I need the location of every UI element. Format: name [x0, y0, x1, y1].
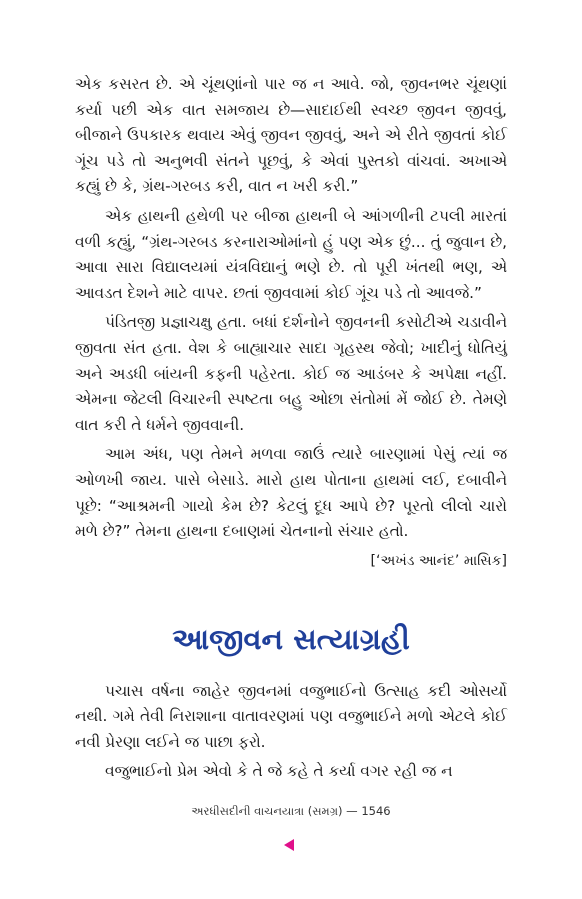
- section-heading: આજીવન સત્યાગ્રહી: [172, 621, 410, 656]
- page-body: [75, 72, 507, 789]
- paragraph-2: એક હાથની હથેળી પર બીજા હાથની બે આંગળીની ટપલી મારતાં વળી કહ્યું, “ગ્રંથ-ગરબડ કરનારાઓમાંનો હું પણ એક છું... તું જુવાન છે, આવા સારા વિદ્યાલયમાં યંત્રવિદ્યાનું ભણે છે. તો પૂરી ખંતથી ભણ, એ આવડત દેશને માટે વાપર. છતાં જીવવામાં કોઈ ગૂંચ પડે તો આવજે.”: [75, 206, 507, 302]
- paragraph-4: આમ અંધ, પણ તેમને મળવા જાઉં ત્યારે બારણામાં પેસું ત્યાં જ ઓળખી જાય. પાસે બેસાડે. મારો હાથ પોતાના હાથમાં લઈ, દબાવીને પૂછે: “આશ્રમની ગાયો કેમ છે? કેટલું દૂધ આપે છે? પૂરતો લીલો ચારો મળે છે?” તેમના હાથના દબાણમાં ચેતનાનો સંચાર હતો.: [75, 445, 507, 541]
- paragraph-6: વજુભાઈનો પ્રેમ એવો કે તે જે કહે તે કર્યા વગર રહી જ ન: [105, 762, 453, 781]
- triangle-left-icon[interactable]: [284, 839, 294, 851]
- paragraph-5: પચાસ વર્ષના જાહેર જીવનમાં વજુભાઈનો ઉત્સાહ કદી ઓસર્યો નથી. ગમે તેવી નિરાશાના વાતાવરણમાં પણ વજુભાઈને મળો એટલે કોઈ નવી પ્રેરણા લઈને જ પાછા ફરો.: [75, 681, 507, 751]
- source-citation: [‘અખંડ આનંદ’ માસિક]: [370, 552, 507, 569]
- paragraph-1: એક કસરત છે. એ ચૂંથણાંનો પાર જ ન આવે. જો, જીવનભર ચૂંથણાં કર્યા પછી એક વાત સમજાય છે—સાદાઈથી સ્વચ્છ જીવન જીવવું, બીજાને ઉપકારક થવાય એવું જીવન જીવવું, અને એ રીતે જીવતાં કોઈ ગૂંચ પડે તો અનુભવી સંતને પૂછવું, કે એવાં પુસ્તકો વાંચવાં. અખાએ કહ્યું છે કે, ગ્રંથ-ગરબડ કરી, વાત ન ખરી કરી.”: [75, 75, 507, 196]
- paragraph-3: પંડિતજી પ્રજ્ઞાચક્ષુ હતા. બધાં દર્શનોને જીવનની કસોટીએ ચડાવીને જીવતા સંત હતા. વેશ કે બાહ્યાચાર સાદા ગૃહસ્થ જેવો; ખાદીનું ધોતિયું અને અડધી બાંયની કફની પહેરતા. કોઈ જ આડંબર કે અપેક્ષા નહીં. એમના જેટલી વિચારની સ્પષ્ટતા બહુ ઓછા સંતોમાં મેં જોઈ છે. તેમણે વાત કરી તે ધર્મને જીવવાની.: [75, 313, 507, 434]
- page-footer: અરધીસદીની વાચનયાત્રા (સમગ્ર) — 1546: [191, 804, 391, 818]
